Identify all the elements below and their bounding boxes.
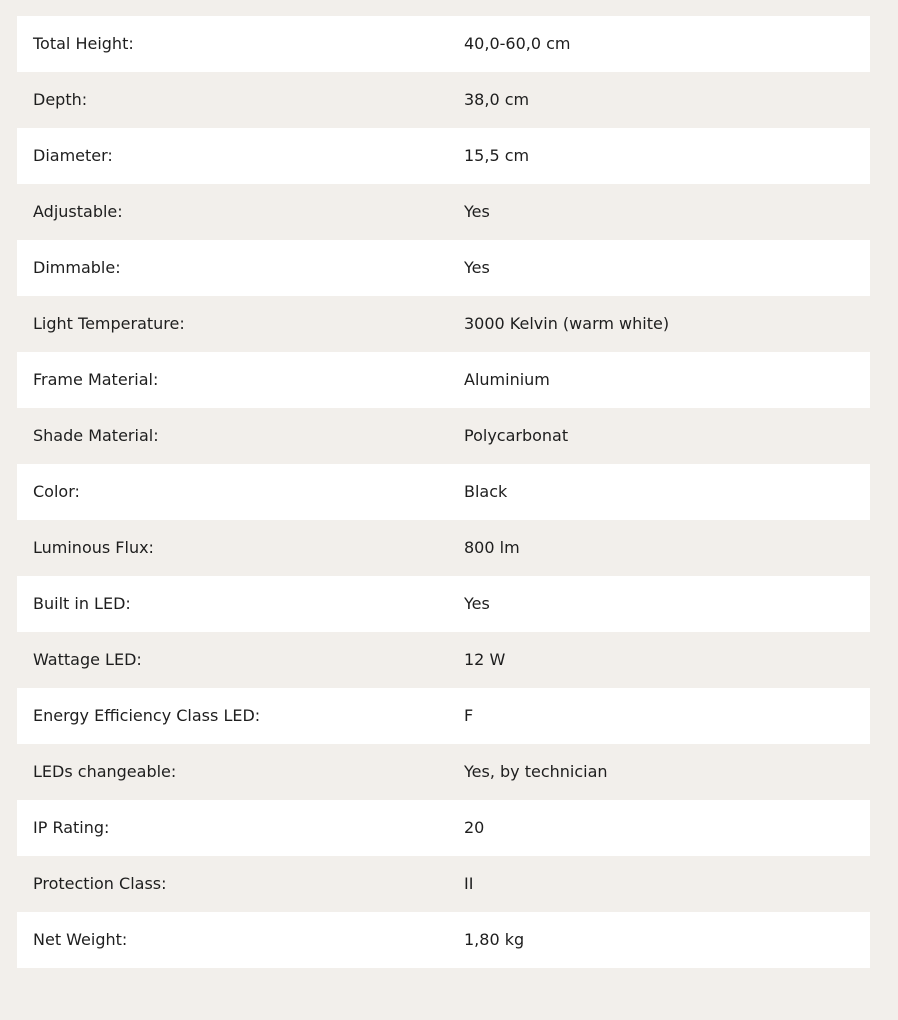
spec-value: Black [464,482,508,501]
spec-row-leds-changeable [17,744,870,800]
spec-label: Dimmable: [33,258,121,277]
spec-label: LEDs changeable: [33,762,177,781]
spec-row-dimmable [17,240,870,296]
spec-label: Wattage LED: [33,650,142,669]
spec-row-protection-class [17,856,870,912]
spec-label: Net Weight: [33,930,128,949]
spec-row-built-in-led [17,576,870,632]
spec-row-energy-efficiency-class [17,688,870,744]
spec-value: 800 lm [464,538,520,557]
spec-label: Protection Class: [33,874,167,893]
spec-label: Color: [33,482,80,501]
spec-row-shade-material [17,408,870,464]
spec-row-total-height [17,16,870,72]
spec-value: 15,5 cm [464,146,530,165]
spec-label: Total Height: [33,34,134,53]
spec-label: Light Temperature: [33,314,185,333]
spec-label: Diameter: [33,146,113,165]
spec-row-diameter [17,128,870,184]
spec-value: 3000 Kelvin (warm white) [464,314,670,333]
spec-value: F [464,706,474,725]
spec-label: Built in LED: [33,594,131,613]
spec-label: Adjustable: [33,202,123,221]
spec-value: II [464,874,474,893]
spec-table [17,16,870,968]
spec-row-depth [17,72,870,128]
spec-label: Shade Material: [33,426,159,445]
spec-row-light-temperature [17,296,870,352]
spec-value: Yes [464,594,490,613]
spec-row-luminous-flux [17,520,870,576]
spec-value: Polycarbonat [464,426,569,445]
spec-label: Energy Efficiency Class LED: [33,706,261,725]
spec-row-adjustable [17,184,870,240]
spec-row-color [17,464,870,520]
spec-value: Yes [464,202,490,221]
spec-value: Aluminium [464,370,550,389]
spec-label: Luminous Flux: [33,538,154,557]
spec-value: 1,80 kg [464,930,525,949]
spec-value: 38,0 cm [464,90,530,109]
spec-label: Depth: [33,90,88,109]
spec-row-frame-material [17,352,870,408]
spec-row-ip-rating [17,800,870,856]
spec-row-wattage-led [17,632,870,688]
spec-value: 40,0-60,0 cm [464,34,571,53]
spec-value: Yes, by technician [464,762,608,781]
spec-value: 12 W [464,650,506,669]
spec-value: 20 [464,818,485,837]
spec-label: Frame Material: [33,370,159,389]
spec-value: Yes [464,258,490,277]
spec-label: IP Rating: [33,818,110,837]
spec-row-net-weight [17,912,870,968]
